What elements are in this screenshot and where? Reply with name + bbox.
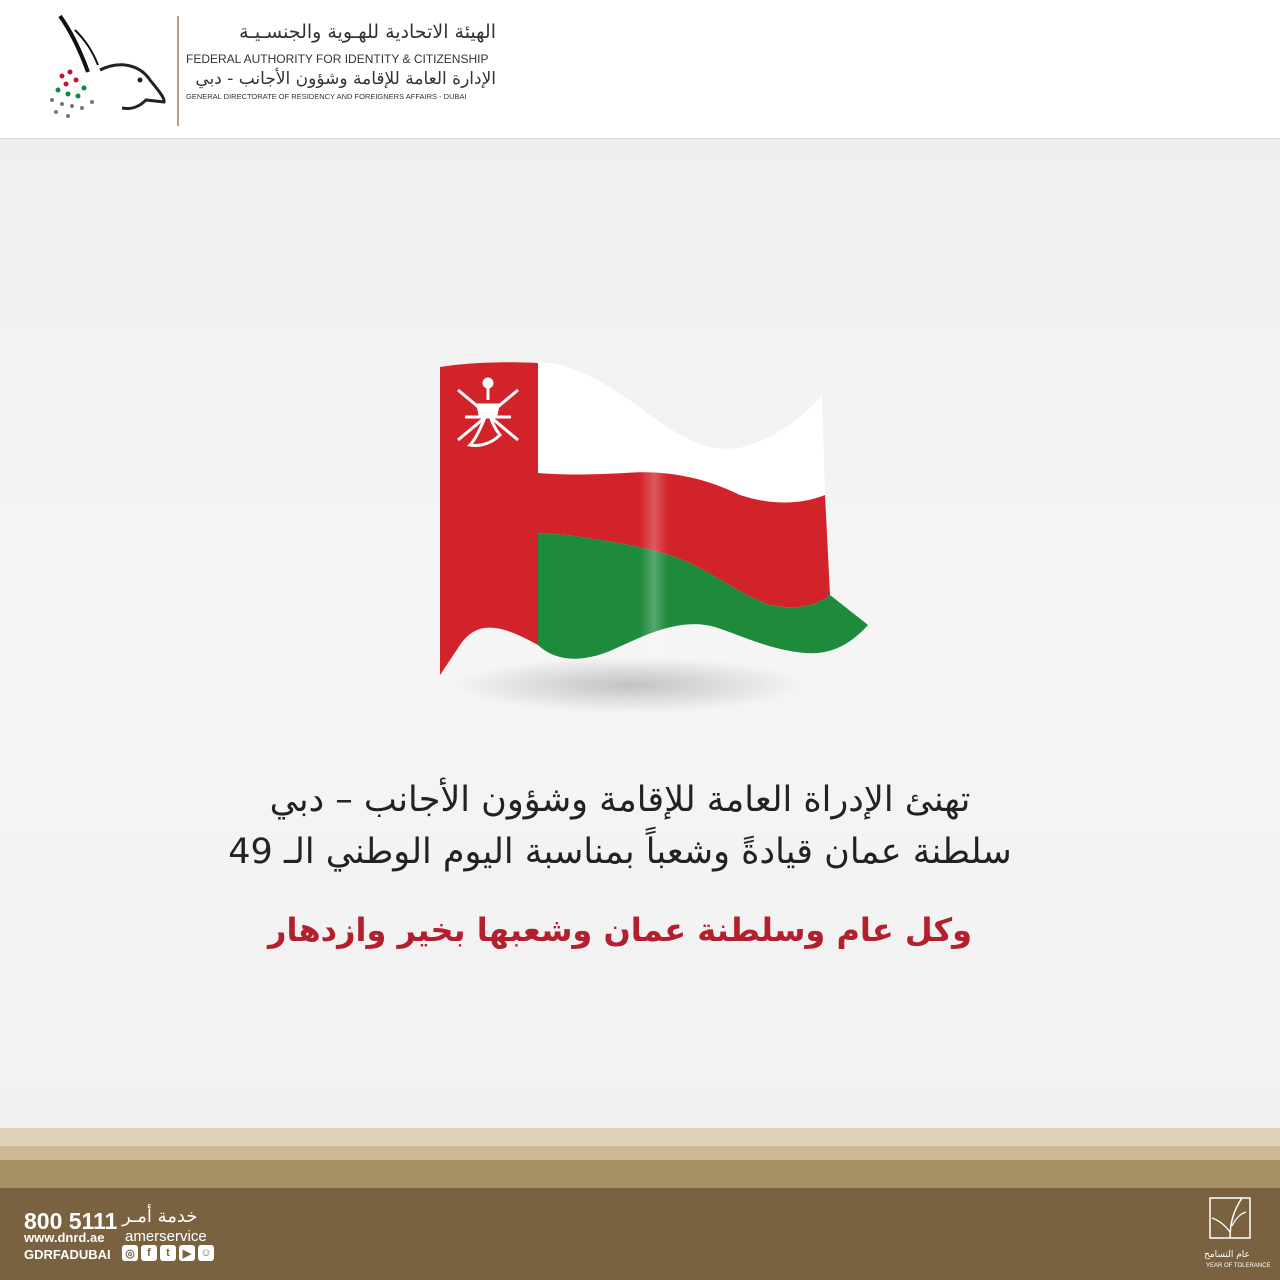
agency-arabic-name: الهيئة الاتحادية للهـوية والجنسـيـة <box>239 21 496 43</box>
footer-stripe-light <box>0 1128 1280 1146</box>
footer-stripe-mid <box>0 1146 1280 1160</box>
instagram-icon[interactable]: ◎ <box>122 1245 138 1261</box>
amer-service-arabic: خدمة أمـر <box>122 1206 198 1227</box>
social-handle[interactable]: GDRFADUBAI <box>24 1247 111 1262</box>
facebook-icon[interactable]: f <box>141 1245 157 1261</box>
flag-gloss <box>640 425 668 655</box>
greeting-line-3: وكل عام وسلطنة عمان وشعبها بخير وازدهار <box>268 911 972 949</box>
phone-number[interactable]: 800 5111 <box>24 1208 118 1234</box>
directorate-arabic-name: الإدارة العامة للإقامة وشؤون الأجانب - دبي <box>195 69 496 89</box>
agency-block <box>186 20 496 104</box>
amer-service-english: amerservice <box>125 1228 207 1245</box>
youtube-icon[interactable]: ▶ <box>179 1245 195 1261</box>
oman-flag <box>420 345 890 725</box>
social-icons <box>122 1245 214 1261</box>
header-divider <box>177 16 179 126</box>
year-of-tolerance-english: YEAR OF TOLERANCE <box>1206 1263 1271 1269</box>
agency-english-name: FEDERAL AUTHORITY FOR IDENTITY & CITIZENSHIP <box>186 52 489 66</box>
directorate-english-name: GENERAL DIRECTORATE OF RESIDENCY AND FOREIGNERS AFFAIRS - DUBAI <box>186 92 467 101</box>
greeting-line-2: سلطنة عمان قيادةً وشعباً بمناسبة اليوم الوطني الـ 49 <box>228 832 1012 872</box>
header-bar <box>0 0 1280 139</box>
website-link[interactable]: www.dnrd.ae <box>24 1230 105 1245</box>
twitter-icon[interactable]: t <box>160 1245 176 1261</box>
year-of-tolerance-arabic: عام التسامح <box>1204 1250 1250 1260</box>
snapchat-icon[interactable]: ☺ <box>198 1245 214 1261</box>
falcon-logo <box>40 10 170 128</box>
footer-stripe-dark <box>0 1160 1280 1188</box>
flag-shadow <box>455 657 805 713</box>
greeting-line-1: تهنئ الإدراة العامة للإقامة وشؤون الأجانب – دبي <box>269 780 971 820</box>
